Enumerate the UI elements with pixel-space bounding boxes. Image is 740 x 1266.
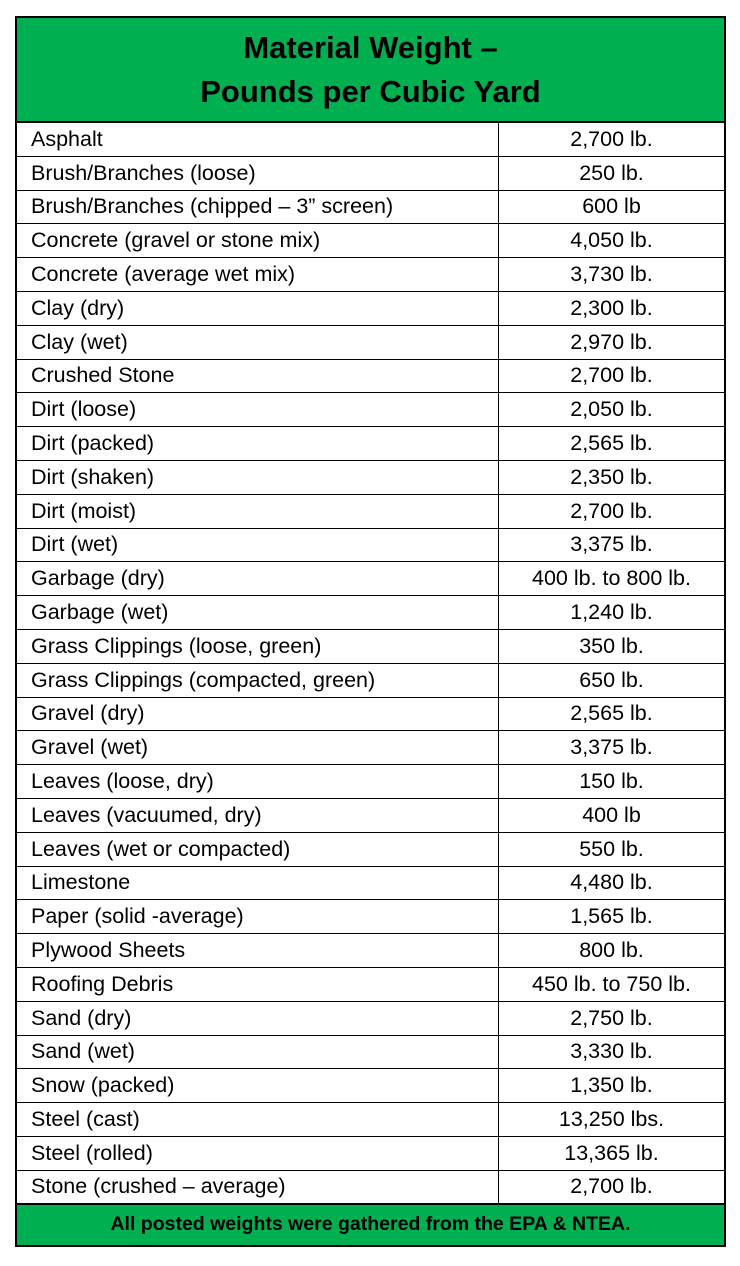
table-row [17,191,724,225]
weight-cell: 350 lb. [579,633,644,658]
table-row [17,968,724,1002]
table-row [17,224,724,258]
table-row [17,1002,724,1036]
material-cell: Plywood Sheets [17,934,499,967]
weight-cell: 2,750 lb. [570,1005,653,1030]
material-cell: Paper (solid -average) [17,900,499,933]
table-row [17,326,724,360]
table-title [17,18,724,123]
table-row [17,258,724,292]
material-cell: Snow (packed) [17,1069,499,1102]
weight-cell: 600 lb [582,194,641,219]
material-cell: Stone (crushed – average) [17,1171,499,1203]
material-cell: Steel (cast) [17,1103,499,1136]
table-row [17,1103,724,1137]
material-cell: Concrete (gravel or stone mix) [17,224,499,257]
material-cell: Steel (rolled) [17,1137,499,1170]
material-cell: Roofing Debris [17,968,499,1001]
table-row [17,292,724,326]
material-cell: Clay (dry) [17,292,499,325]
weight-cell: 3,730 lb. [570,262,653,287]
table-row [17,157,724,191]
weight-cell: 13,250 lbs. [558,1107,665,1131]
material-cell: Garbage (wet) [17,596,499,629]
table-row [17,664,724,698]
title-line-2: Pounds per Cubic Yard [200,73,541,109]
weight-cell: 1,565 lb. [570,904,653,929]
material-cell: Grass Clippings (loose, green) [17,630,499,663]
weight-cell: 2,700 lb. [570,1174,653,1199]
table-row [17,934,724,968]
table-body [17,123,724,1205]
table-row [17,698,724,732]
weight-cell: 150 lb. [579,769,644,794]
weight-cell: 650 lb. [579,667,644,692]
table-row [17,731,724,765]
weight-cell: 1,350 lb. [570,1073,653,1098]
material-cell: Leaves (loose, dry) [17,765,499,798]
material-cell: Sand (wet) [17,1036,499,1069]
table-row [17,461,724,495]
material-cell: Dirt (loose) [17,393,499,426]
material-cell: Dirt (packed) [17,427,499,460]
weight-cell: 800 lb. [579,938,644,963]
table-row [17,427,724,461]
weight-cell: 3,330 lb. [570,1039,653,1064]
source-note: All posted weights were gathered from the EPA & NTEA. [17,1205,724,1245]
table-row [17,765,724,799]
weight-cell: 250 lb. [579,160,644,185]
material-cell: Garbage (dry) [17,562,499,595]
table-row [17,596,724,630]
table-row [17,360,724,394]
table-row [17,1036,724,1070]
weight-cell: 1,240 lb. [570,600,653,625]
material-weight-table [15,16,726,1247]
weight-cell: 3,375 lb. [570,735,653,760]
table-row [17,529,724,563]
material-cell: Dirt (wet) [17,529,499,562]
material-cell: Leaves (vacuumed, dry) [17,799,499,832]
weight-cell: 450 lb. to 750 lb. [532,971,691,996]
weight-cell: 4,480 lb. [570,870,653,895]
table-row [17,1171,724,1205]
weight-cell: 4,050 lb. [570,228,653,253]
table-row [17,1137,724,1171]
table-row [17,1069,724,1103]
material-cell: Dirt (moist) [17,495,499,528]
material-cell: Gravel (dry) [17,698,499,731]
weight-cell: 400 lb [582,802,641,827]
title-line-1: Material Weight – [243,29,498,65]
weight-cell: 2,350 lb. [570,464,653,489]
material-cell: Concrete (average wet mix) [17,258,499,291]
table-row [17,393,724,427]
material-cell: Asphalt [17,123,499,156]
weight-cell: 2,300 lb. [570,295,653,320]
weight-cell: 3,375 lb. [570,532,653,557]
weight-cell: 2,700 lb. [570,498,653,523]
weight-cell: 400 lb. to 800 lb. [532,566,691,591]
table-row [17,562,724,596]
weight-cell: 2,970 lb. [570,329,653,354]
table-row [17,867,724,901]
weight-cell: 550 lb. [579,836,644,861]
weight-cell: 2,050 lb. [570,397,653,422]
table-row [17,630,724,664]
material-cell: Gravel (wet) [17,731,499,764]
weight-cell: 2,565 lb. [570,431,653,456]
material-cell: Brush/Branches (chipped – 3” screen) [17,191,499,224]
weight-cell: 2,700 lb. [570,363,653,388]
material-cell: Dirt (shaken) [17,461,499,494]
material-cell: Clay (wet) [17,326,499,359]
material-cell: Limestone [17,867,499,900]
material-cell: Grass Clippings (compacted, green) [17,664,499,697]
material-cell: Sand (dry) [17,1002,499,1035]
table-row [17,495,724,529]
material-cell: Brush/Branches (loose) [17,157,499,190]
weight-cell: 2,565 lb. [570,701,653,726]
material-cell: Crushed Stone [17,360,499,393]
table-row [17,123,724,157]
table-row [17,900,724,934]
weight-cell: 2,700 lb. [570,126,653,151]
table-row [17,799,724,833]
weight-cell: 13,365 lb. [564,1140,659,1165]
table-row [17,833,724,867]
material-cell: Leaves (wet or compacted) [17,833,499,866]
